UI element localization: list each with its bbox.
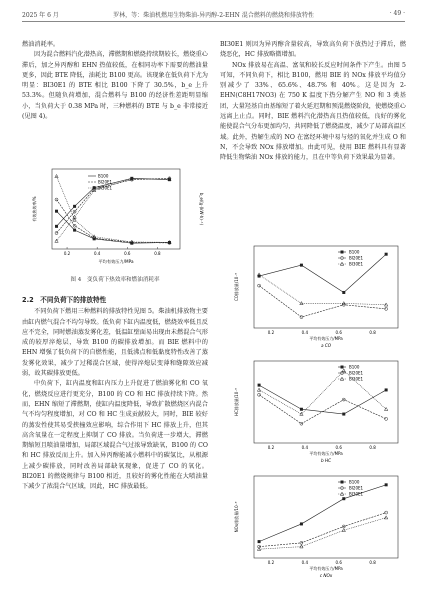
legend-label: B100 bbox=[349, 479, 360, 485]
data-point bbox=[258, 540, 261, 543]
legend-label: B100 bbox=[349, 249, 360, 255]
x-tick-label: 0.2 bbox=[267, 330, 275, 335]
legend-marker bbox=[341, 366, 344, 369]
x-tick-label: 0.2 bbox=[267, 445, 275, 450]
series-line bbox=[57, 173, 170, 242]
series-line bbox=[57, 211, 170, 243]
data-point bbox=[384, 407, 387, 410]
panel-co bbox=[233, 246, 398, 348]
series-line bbox=[259, 385, 386, 414]
paragraph: BI30E1 则因为异丙醇含量较高，导致高负荷下放热过于滞后，燃烧恶化，HC 排放略微增加。 bbox=[220, 41, 406, 59]
paragraph: 不同负荷下燃用三种燃料的排放特性见图 5。柴油机排放物主要由缸内燃气混合不均匀导致。低负荷下缸内温度低，燃烧效率低且反应不完全，同时燃油蒸发雾化差，低温缸壁面易出现由未燃混合气形成的较厚淬熄层，导致 B100 的碳排放增加。而 BIE 燃料中的 EHN 增强了低负荷下的自燃性能，且低沸点和低黏度特性改善了蒸发雾化效果，减少了过稀混合区域，使得淬熄层变薄和缝隙效应减弱，故其碳排放更低。 bbox=[22, 308, 208, 378]
x-tick-label: 0.4 bbox=[301, 560, 309, 565]
legend-bi30e1: BI30E1 bbox=[98, 185, 113, 191]
x-axis-label: 平均有效压力/MPa bbox=[309, 336, 343, 341]
fig4-caption: 图 4 变负荷下热效率和燃油消耗率 bbox=[70, 277, 160, 283]
legend bbox=[88, 174, 113, 191]
data-point bbox=[73, 205, 76, 208]
data-point bbox=[55, 225, 58, 228]
panel-caption: b HC bbox=[320, 458, 332, 463]
x-axis-label: 平均有效压力/MPa bbox=[309, 566, 343, 571]
paragraph: 燃油消耗率。 bbox=[22, 41, 60, 48]
legend-label: BI20E1 bbox=[349, 255, 364, 261]
data-point bbox=[55, 210, 58, 213]
x-tick-label: 0.4 bbox=[301, 330, 309, 335]
x-tick-label: 0.6 bbox=[335, 560, 342, 565]
x-tick-label: 0.2 bbox=[63, 251, 71, 256]
paragraph: NOx 排放易在高温、富氧和较长反应时间条件下产生。由图 5 可知，不同负荷下，相比 B100，燃用 BIE 的 NOx 排放平均值分别减少了 33%、65.6%、48.7% 和 40%。这是因为 2-EHN(C8H17NO3) 在 750 K 温度下热分解产生 NO 和 3 类基团，大量羟基自由基缩短了着火延迟期和预混燃烧阶段，使燃烧重心远离上止点。同时，BIE 燃料汽化潜热高且热值较低，良好的雾化能使混合气分布更加均匀，共同降低了燃烧温度，减少了局部高温区域。此外，热解生成的 NO 在富经环境中易与烃的氧化并生成 O 和 N，不会导致 NOx 排放增加。由此可见，使用 BIE 燃料具有显著降低生物柴油 NOx 排放的能力，且在中等负荷下效果最为显著。 bbox=[220, 61, 406, 162]
data-point bbox=[342, 528, 345, 531]
plot-frame bbox=[254, 361, 398, 443]
plot-frame bbox=[52, 169, 180, 249]
data-point bbox=[385, 417, 388, 420]
data-point bbox=[385, 388, 388, 391]
y-axis-label: CO排放量/10⁻⁶ bbox=[234, 272, 239, 302]
data-point bbox=[385, 253, 388, 256]
panel-hc bbox=[233, 361, 398, 463]
header-date: 2025 年 6 月 bbox=[22, 12, 59, 19]
panel-caption: c NOx bbox=[319, 573, 333, 578]
header-rule bbox=[22, 21, 405, 22]
data-point bbox=[258, 384, 261, 387]
y-axis-label: NOx排放量/10⁻⁶ bbox=[234, 501, 239, 533]
data-point bbox=[73, 229, 76, 232]
data-point bbox=[342, 497, 345, 500]
data-point bbox=[342, 413, 345, 416]
series-line bbox=[57, 178, 170, 226]
left-column-top bbox=[22, 40, 208, 122]
x-tick-label: 0.4 bbox=[93, 251, 101, 256]
data-point bbox=[342, 291, 345, 294]
figure-4 bbox=[28, 165, 208, 267]
paragraph: 因为混合燃料汽化潜热高，滞燃期和燃烧持续期较长，燃烧重心滞后，加之异丙醇和 EHN 热值较低，在相同功率下需要的燃油量更多，因此 BTE 降低，油耗比 B100 更高。该现象在低负荷下尤为明显：BI30E1 的 BTE 相比 B100 下降了 30.5%，b_e 上升 53.3%。但随负荷增加，混合燃料与 B100 的经济性差距明显缩小，当负荷大于 0.38 MPa 时，三种燃料的 BTE 与 b_e 非常接近(见图 4)。 bbox=[22, 51, 208, 121]
series-line bbox=[259, 275, 386, 305]
x-tick-label: 0.8 bbox=[369, 560, 376, 565]
figure-5 bbox=[228, 240, 408, 585]
x-tick-label: 0.6 bbox=[335, 330, 342, 335]
panel-caption: a CO bbox=[320, 343, 332, 348]
legend-label: BI30E1 bbox=[349, 491, 364, 497]
y-axis-label: HC排放量/10⁻⁶ bbox=[234, 388, 239, 416]
left-column-bottom bbox=[22, 292, 208, 493]
x-tick-label: 0.6 bbox=[124, 251, 131, 256]
data-point bbox=[55, 174, 58, 177]
fig5-chart bbox=[228, 240, 408, 585]
header-title: 罗林，等：柴油机燃用生物柴油-异丙醇-2-EHN 混合燃料的燃烧和排放特性 bbox=[113, 12, 314, 19]
data-point bbox=[258, 284, 261, 287]
series-line bbox=[259, 485, 386, 542]
x-axis-label: 平均有效压力/MPa bbox=[309, 451, 343, 456]
series-lines bbox=[55, 174, 171, 244]
page-number: · 49 · bbox=[389, 10, 405, 17]
right-column-text bbox=[220, 40, 406, 164]
panel-nox bbox=[233, 476, 398, 578]
legend-label: BI30E1 bbox=[349, 261, 364, 267]
x-tick-label: 0.6 bbox=[335, 445, 342, 450]
fig4-chart bbox=[28, 165, 208, 267]
data-point bbox=[385, 483, 388, 486]
legend-marker bbox=[341, 251, 344, 254]
legend-marker bbox=[341, 481, 344, 484]
legend-label: BI20E1 bbox=[349, 370, 364, 376]
series-line bbox=[259, 286, 386, 317]
legend-label: BI30E1 bbox=[349, 376, 364, 382]
x-ticks bbox=[64, 247, 161, 256]
x-axis-label: 平均有效压力/MPa bbox=[98, 259, 134, 264]
series-line bbox=[259, 395, 386, 424]
series-line bbox=[57, 179, 170, 241]
paragraph: 中负荷下，缸内温度和缸内压力上升促进了燃油雾化和 CO 氧化，燃烧反应进行更充分，B100 的 CO 和 HC 排放持续下降。然而，EHN 缩短了滞燃期，使缸内温度降低，导致扩散燃烧区内混合气不均匀程度增加，对 CO 和 HC 生成贡献较大，同时，BIE 较好的蒸发性使其易受挟撞效应影响，综合作用下 HC 排放上升，但其高含氧量在一定程度上抑制了 CO 排放。当负荷进一步增大，滞燃期缩短且喷油量增加，局部区域混合气过浓导致缺氧，B100 的 CO 和 HC 排放反而上升。加入异丙醇能减小燃料中的碳氢比，从根源上减少碳排放，同时改善局部缺氧现象，促进了 CO 的氧化。BI20E1 的燃烧规律与 B100 相近，且较好的雾化性能在大喷油量下减少了浓混合气区域，因此，HC 排放最低。 bbox=[22, 380, 208, 491]
y-axis-label-left: 有效热效率/% bbox=[32, 196, 37, 222]
data-point bbox=[300, 264, 303, 267]
x-tick-label: 0.2 bbox=[267, 560, 275, 565]
series-line bbox=[259, 513, 386, 547]
legend-label: B100 bbox=[349, 364, 360, 370]
x-tick-label: 0.8 bbox=[369, 330, 376, 335]
legend-bi20e1: BI20E1 bbox=[98, 179, 113, 185]
data-point bbox=[385, 511, 388, 514]
x-tick-label: 0.8 bbox=[369, 445, 376, 450]
series-line bbox=[259, 254, 386, 292]
data-point bbox=[257, 388, 260, 391]
page-header bbox=[22, 10, 405, 20]
data-point bbox=[384, 516, 387, 519]
data-point bbox=[384, 303, 387, 306]
x-tick-label: 0.8 bbox=[154, 251, 161, 256]
legend-label: BI20E1 bbox=[349, 485, 364, 491]
plot-frame bbox=[254, 246, 398, 328]
x-tick-label: 0.4 bbox=[301, 445, 309, 450]
data-point bbox=[300, 408, 303, 411]
y-axis-label-right: b_e/(g·(kW·h)⁻¹) bbox=[199, 192, 204, 226]
legend-b100: B100 bbox=[98, 173, 109, 179]
section-title: 2.2 不同负荷下的排放特性 bbox=[22, 296, 107, 304]
data-point bbox=[300, 522, 303, 525]
data-point bbox=[258, 393, 261, 396]
